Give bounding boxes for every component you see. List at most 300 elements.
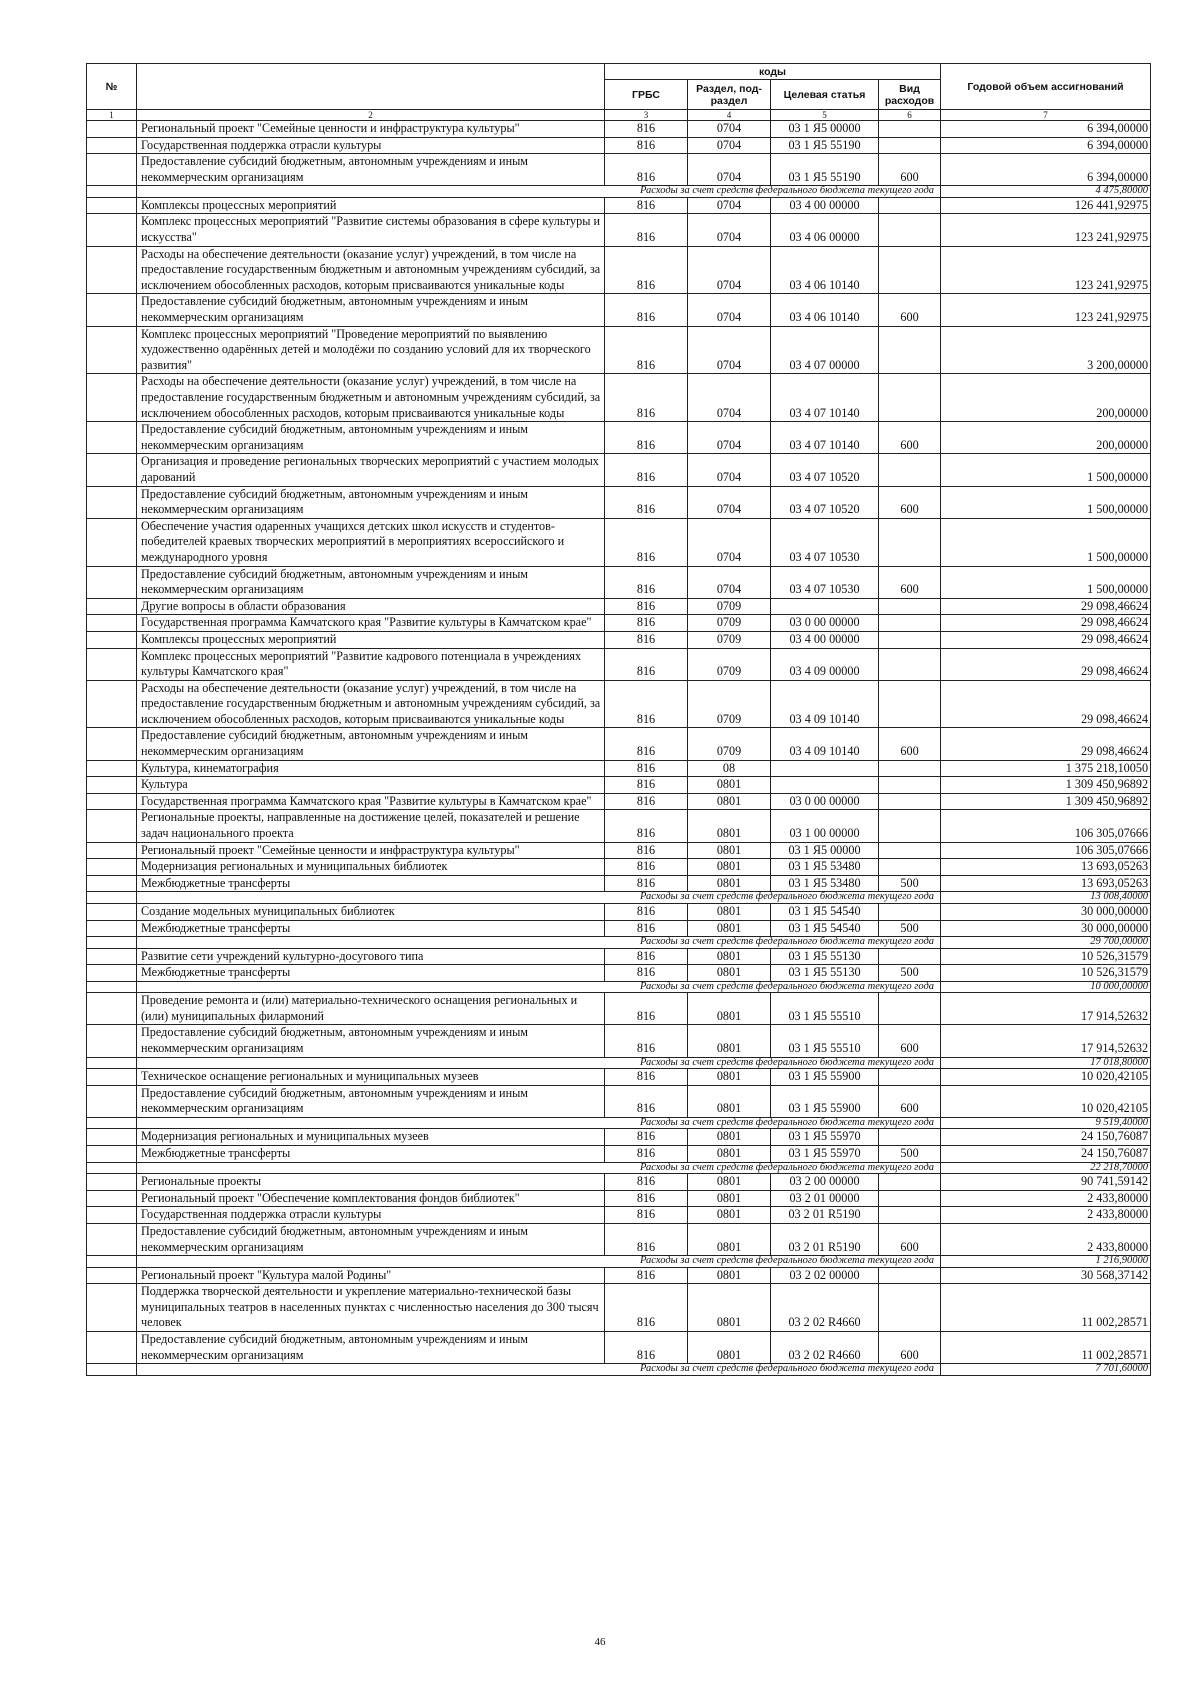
federal-note-row: [87, 1364, 1151, 1376]
federal-note-sum: 10 000,00000: [941, 981, 1151, 993]
cell-section: 0704: [688, 154, 771, 186]
cell-kind: [879, 1284, 941, 1332]
cell-section: 0704: [688, 326, 771, 374]
cell-target: 03 0 00 00000: [771, 793, 879, 810]
cell-sum: 30 000,00000: [941, 920, 1151, 937]
header-name: [137, 64, 605, 110]
cell-kind: [879, 993, 941, 1025]
cell-sum: 29 098,46624: [941, 631, 1151, 648]
cell-name: Региональный проект "Культура малой Родины": [137, 1267, 605, 1284]
federal-note-label: Расходы за счет средств федерального бюджета текущего года: [137, 1057, 941, 1069]
federal-note-label: Расходы за счет средств федерального бюджета текущего года: [137, 186, 941, 198]
cell-num: [87, 154, 137, 186]
cell-name: Другие вопросы в области образования: [137, 598, 605, 615]
cell-kind: [879, 648, 941, 680]
cell-name: Комплекс процессных мероприятий "Развитие системы образования в сфере культуры и искусства": [137, 214, 605, 246]
federal-note-sum: 13 008,40000: [941, 892, 1151, 904]
cell-section: 0801: [688, 965, 771, 982]
cell-num: [87, 486, 137, 518]
cell-target: 03 4 07 10520: [771, 454, 879, 486]
cell-name: Культура: [137, 777, 605, 794]
cell-target: 03 1 Я5 00000: [771, 842, 879, 859]
cell-num: [87, 246, 137, 294]
cell-name: Предоставление субсидий бюджетным, автономным учреждениям и иным некоммерческим организациям: [137, 154, 605, 186]
cell-sum: 13 693,05263: [941, 859, 1151, 876]
cell-grbs: 816: [605, 680, 688, 728]
cell-section: 0709: [688, 598, 771, 615]
cell-name: Модернизация региональных и муниципальных библиотек: [137, 859, 605, 876]
cell-sum: 2 433,80000: [941, 1223, 1151, 1255]
cell-target: 03 1 00 00000: [771, 810, 879, 842]
table-row: [87, 1267, 1151, 1284]
cell-grbs: 816: [605, 214, 688, 246]
cell-name: Проведение ремонта и (или) материально-технического оснащения региональных и (или) муниципальных филармоний: [137, 993, 605, 1025]
cell-grbs: 816: [605, 948, 688, 965]
table-row: [87, 374, 1151, 422]
cell-sum: 3 200,00000: [941, 326, 1151, 374]
cell-section: 0801: [688, 842, 771, 859]
table-row: [87, 875, 1151, 892]
federal-note-row: [87, 892, 1151, 904]
cell-section: 0704: [688, 121, 771, 138]
cell-section: 0704: [688, 454, 771, 486]
cell-target: 03 4 09 00000: [771, 648, 879, 680]
cell-num: [87, 214, 137, 246]
cell-grbs: 816: [605, 518, 688, 566]
cell-sum: 200,00000: [941, 374, 1151, 422]
cell-section: 0801: [688, 1085, 771, 1117]
cell-kind: 500: [879, 965, 941, 982]
cell-grbs: 816: [605, 598, 688, 615]
table-row: [87, 1190, 1151, 1207]
cell-target: 03 4 00 00000: [771, 631, 879, 648]
cell-target: 03 4 07 10530: [771, 518, 879, 566]
cell-section: 0801: [688, 859, 771, 876]
table-row: [87, 154, 1151, 186]
table-row: [87, 760, 1151, 777]
cell-num: [87, 422, 137, 454]
cell-section: 0801: [688, 1174, 771, 1191]
column-index: 2: [137, 110, 605, 121]
cell-kind: [879, 859, 941, 876]
cell-sum: 2 433,80000: [941, 1190, 1151, 1207]
cell-num: [87, 186, 137, 198]
table-row: [87, 993, 1151, 1025]
table-row: [87, 1207, 1151, 1224]
federal-note-row: [87, 1256, 1151, 1268]
cell-sum: 1 500,00000: [941, 454, 1151, 486]
cell-target: 03 1 Я5 54540: [771, 903, 879, 920]
cell-num: [87, 993, 137, 1025]
cell-grbs: 816: [605, 631, 688, 648]
table-row: [87, 680, 1151, 728]
cell-section: 0709: [688, 648, 771, 680]
cell-name: Предоставление субсидий бюджетным, автономным учреждениям и иным некоммерческим организациям: [137, 422, 605, 454]
cell-target: 03 4 09 10140: [771, 680, 879, 728]
cell-kind: 600: [879, 1223, 941, 1255]
cell-kind: [879, 374, 941, 422]
cell-grbs: 816: [605, 246, 688, 294]
cell-sum: 11 002,28571: [941, 1331, 1151, 1363]
cell-target: 03 1 Я5 55900: [771, 1085, 879, 1117]
cell-grbs: 816: [605, 1223, 688, 1255]
cell-section: 0704: [688, 518, 771, 566]
cell-kind: [879, 518, 941, 566]
table-body: [87, 121, 1151, 1376]
cell-section: 0801: [688, 1207, 771, 1224]
federal-note-sum: 4 475,80000: [941, 186, 1151, 198]
cell-num: [87, 859, 137, 876]
cell-section: 0801: [688, 1284, 771, 1332]
cell-target: 03 1 Я5 55510: [771, 993, 879, 1025]
cell-section: 0801: [688, 993, 771, 1025]
cell-section: 0709: [688, 680, 771, 728]
cell-grbs: 816: [605, 965, 688, 982]
cell-kind: [879, 1129, 941, 1146]
table-row: [87, 728, 1151, 760]
federal-note-sum: 1 216,90000: [941, 1256, 1151, 1268]
table-row: [87, 1085, 1151, 1117]
cell-num: [87, 981, 137, 993]
cell-kind: 600: [879, 1331, 941, 1363]
cell-grbs: 816: [605, 454, 688, 486]
federal-note-label: Расходы за счет средств федерального бюджета текущего года: [137, 1162, 941, 1174]
cell-target: 03 4 07 10140: [771, 422, 879, 454]
header-grbs: ГРБС: [605, 80, 688, 110]
cell-name: Предоставление субсидий бюджетным, автономным учреждениям и иным некоммерческим организациям: [137, 486, 605, 518]
cell-num: [87, 326, 137, 374]
cell-name: Региональные проекты, направленные на достижение целей, показателей и решение задач национального проекта: [137, 810, 605, 842]
cell-grbs: 816: [605, 197, 688, 214]
federal-note-row: [87, 981, 1151, 993]
cell-sum: 11 002,28571: [941, 1284, 1151, 1332]
cell-kind: [879, 1267, 941, 1284]
cell-num: [87, 294, 137, 326]
cell-kind: [879, 598, 941, 615]
cell-section: 0801: [688, 1331, 771, 1363]
cell-target: 03 1 Я5 54540: [771, 920, 879, 937]
cell-section: 0709: [688, 631, 771, 648]
cell-num: [87, 1069, 137, 1086]
table-row: [87, 1025, 1151, 1057]
cell-grbs: 816: [605, 875, 688, 892]
cell-sum: 106 305,07666: [941, 810, 1151, 842]
column-index: 5: [771, 110, 879, 121]
cell-num: [87, 920, 137, 937]
cell-num: [87, 842, 137, 859]
cell-name: Предоставление субсидий бюджетным, автономным учреждениям и иным некоммерческим организациям: [137, 1331, 605, 1363]
cell-grbs: 816: [605, 1025, 688, 1057]
cell-num: [87, 137, 137, 154]
cell-sum: 17 914,52632: [941, 1025, 1151, 1057]
cell-name: Предоставление субсидий бюджетным, автономным учреждениям и иным некоммерческим организациям: [137, 728, 605, 760]
cell-num: [87, 518, 137, 566]
cell-num: [87, 454, 137, 486]
table-row: [87, 422, 1151, 454]
cell-num: [87, 875, 137, 892]
cell-grbs: 816: [605, 1331, 688, 1363]
cell-sum: 1 375 218,10050: [941, 760, 1151, 777]
cell-section: 0801: [688, 1146, 771, 1163]
table-row: [87, 920, 1151, 937]
cell-section: 0704: [688, 294, 771, 326]
table-row: [87, 648, 1151, 680]
cell-kind: 500: [879, 875, 941, 892]
cell-name: Культура, кинематография: [137, 760, 605, 777]
header-num: №: [87, 64, 137, 110]
cell-num: [87, 793, 137, 810]
header-kind: Вид расходов: [879, 80, 941, 110]
cell-sum: 1 500,00000: [941, 518, 1151, 566]
cell-name: Предоставление субсидий бюджетным, автономным учреждениям и иным некоммерческим организациям: [137, 1025, 605, 1057]
cell-num: [87, 965, 137, 982]
cell-name: Межбюджетные трансферты: [137, 1146, 605, 1163]
cell-kind: [879, 842, 941, 859]
cell-target: 03 2 02 R4660: [771, 1284, 879, 1332]
cell-grbs: 816: [605, 1069, 688, 1086]
cell-kind: 600: [879, 1085, 941, 1117]
cell-sum: 6 394,00000: [941, 154, 1151, 186]
cell-name: Предоставление субсидий бюджетным, автономным учреждениям и иным некоммерческим организациям: [137, 1085, 605, 1117]
cell-num: [87, 1256, 137, 1268]
cell-name: Поддержка творческой деятельности и укрепление материально-технической базы муниципальных театров в населенных пунктах с численностью населения до 300 тысяч человек: [137, 1284, 605, 1332]
cell-num: [87, 1129, 137, 1146]
cell-kind: [879, 246, 941, 294]
cell-target: 03 4 06 10140: [771, 246, 879, 294]
table-row: [87, 793, 1151, 810]
cell-kind: [879, 1174, 941, 1191]
cell-name: Государственная программа Камчатского края "Развитие культуры в Камчатском крае": [137, 793, 605, 810]
cell-section: 0801: [688, 948, 771, 965]
cell-grbs: 816: [605, 1190, 688, 1207]
cell-section: 0801: [688, 810, 771, 842]
table-row: [87, 842, 1151, 859]
federal-note-row: [87, 186, 1151, 198]
cell-grbs: 816: [605, 294, 688, 326]
cell-num: [87, 1025, 137, 1057]
federal-note-sum: 29 700,00000: [941, 937, 1151, 949]
cell-kind: [879, 1069, 941, 1086]
cell-num: [87, 1057, 137, 1069]
cell-name: Расходы на обеспечение деятельности (оказание услуг) учреждений, в том числе на предоставление государственным бюджетным и автономным учреждениям субсидий, за исключением обособленных расходов, которым присваиваются уникальные коды: [137, 680, 605, 728]
cell-grbs: 816: [605, 1284, 688, 1332]
cell-kind: [879, 810, 941, 842]
cell-grbs: 816: [605, 566, 688, 598]
cell-kind: [879, 777, 941, 794]
cell-grbs: 816: [605, 422, 688, 454]
cell-target: 03 4 07 10530: [771, 566, 879, 598]
cell-num: [87, 1162, 137, 1174]
cell-name: Организация и проведение региональных творческих мероприятий с участием молодых дарований: [137, 454, 605, 486]
cell-sum: 6 394,00000: [941, 137, 1151, 154]
federal-note-row: [87, 1162, 1151, 1174]
cell-name: Региональный проект "Семейные ценности и инфраструктура культуры": [137, 842, 605, 859]
cell-grbs: 816: [605, 615, 688, 632]
cell-name: Межбюджетные трансферты: [137, 875, 605, 892]
cell-target: 03 2 02 R4660: [771, 1331, 879, 1363]
cell-target: 03 4 07 10520: [771, 486, 879, 518]
cell-section: 0801: [688, 1129, 771, 1146]
cell-kind: [879, 137, 941, 154]
header-section: Раздел, под-раздел: [688, 80, 771, 110]
cell-grbs: 816: [605, 648, 688, 680]
cell-grbs: 816: [605, 993, 688, 1025]
cell-target: 03 4 06 00000: [771, 214, 879, 246]
cell-sum: 106 305,07666: [941, 842, 1151, 859]
cell-num: [87, 197, 137, 214]
cell-section: 0801: [688, 793, 771, 810]
page-number: 46: [594, 1636, 606, 1648]
cell-sum: 1 500,00000: [941, 486, 1151, 518]
cell-sum: 10 020,42105: [941, 1085, 1151, 1117]
cell-sum: 30 568,37142: [941, 1267, 1151, 1284]
cell-grbs: 816: [605, 137, 688, 154]
cell-kind: [879, 121, 941, 138]
cell-num: [87, 566, 137, 598]
cell-num: [87, 903, 137, 920]
cell-sum: 1 309 450,96892: [941, 793, 1151, 810]
cell-section: 0801: [688, 920, 771, 937]
cell-num: [87, 810, 137, 842]
cell-kind: [879, 680, 941, 728]
table-row: [87, 566, 1151, 598]
cell-sum: 6 394,00000: [941, 121, 1151, 138]
cell-sum: 30 000,00000: [941, 903, 1151, 920]
table-row: [87, 598, 1151, 615]
cell-target: 03 1 Я5 55510: [771, 1025, 879, 1057]
table-row: [87, 1129, 1151, 1146]
cell-target: [771, 598, 879, 615]
table-row: [87, 1146, 1151, 1163]
cell-section: 0801: [688, 1223, 771, 1255]
cell-target: 03 2 01 00000: [771, 1190, 879, 1207]
cell-name: Обеспечение участия одаренных учащихся детских школ искусств и студентов-победителей краевых творческих мероприятий в мероприятиях всероссийского и международного уровня: [137, 518, 605, 566]
cell-section: 0704: [688, 137, 771, 154]
table-row: [87, 214, 1151, 246]
table-row: [87, 615, 1151, 632]
cell-name: Комплексы процессных мероприятий: [137, 631, 605, 648]
cell-target: 03 1 Я5 55130: [771, 948, 879, 965]
cell-grbs: 816: [605, 920, 688, 937]
cell-kind: [879, 214, 941, 246]
cell-sum: 24 150,76087: [941, 1129, 1151, 1146]
cell-grbs: 816: [605, 903, 688, 920]
cell-grbs: 816: [605, 486, 688, 518]
cell-kind: [879, 948, 941, 965]
federal-note-sum: 17 018,80000: [941, 1057, 1151, 1069]
cell-grbs: 816: [605, 793, 688, 810]
cell-section: 0704: [688, 197, 771, 214]
cell-kind: [879, 454, 941, 486]
cell-kind: [879, 903, 941, 920]
cell-name: Государственная поддержка отрасли культуры: [137, 1207, 605, 1224]
cell-target: 03 2 00 00000: [771, 1174, 879, 1191]
cell-section: 0709: [688, 615, 771, 632]
table-row: [87, 903, 1151, 920]
cell-name: Региональный проект "Семейные ценности и инфраструктура культуры": [137, 121, 605, 138]
table-row: [87, 1331, 1151, 1363]
cell-kind: 600: [879, 1025, 941, 1057]
table-row: [87, 1069, 1151, 1086]
cell-kind: [879, 615, 941, 632]
cell-num: [87, 1223, 137, 1255]
federal-note-row: [87, 937, 1151, 949]
federal-note-sum: 22 218,70000: [941, 1162, 1151, 1174]
cell-name: Расходы на обеспечение деятельности (оказание услуг) учреждений, в том числе на предоставление государственным бюджетным и автономным учреждениям субсидий, за исключением обособленных расходов, которым присваиваются уникальные коды: [137, 374, 605, 422]
cell-num: [87, 1085, 137, 1117]
cell-name: Государственная программа Камчатского края "Развитие культуры в Камчатском крае": [137, 615, 605, 632]
cell-sum: 1 500,00000: [941, 566, 1151, 598]
table-row: [87, 246, 1151, 294]
cell-kind: 600: [879, 154, 941, 186]
cell-grbs: 816: [605, 1085, 688, 1117]
federal-note-label: Расходы за счет средств федерального бюджета текущего года: [137, 1256, 941, 1268]
table-row: [87, 486, 1151, 518]
table-row: [87, 965, 1151, 982]
header-target: Целевая статья: [771, 80, 879, 110]
cell-kind: 500: [879, 920, 941, 937]
federal-note-row: [87, 1117, 1151, 1129]
column-index: 6: [879, 110, 941, 121]
column-index: 7: [941, 110, 1151, 121]
cell-kind: 600: [879, 486, 941, 518]
cell-target: 03 2 01 R5190: [771, 1223, 879, 1255]
cell-num: [87, 892, 137, 904]
cell-sum: 1 309 450,96892: [941, 777, 1151, 794]
cell-name: Создание модельных муниципальных библиотек: [137, 903, 605, 920]
federal-note-sum: 7 701,60000: [941, 1364, 1151, 1376]
cell-kind: [879, 326, 941, 374]
cell-grbs: 816: [605, 842, 688, 859]
table-row: [87, 518, 1151, 566]
cell-target: 03 1 Я5 55970: [771, 1129, 879, 1146]
cell-num: [87, 948, 137, 965]
cell-kind: [879, 1190, 941, 1207]
cell-num: [87, 777, 137, 794]
cell-kind: 600: [879, 566, 941, 598]
column-index-row: [87, 110, 1151, 121]
cell-num: [87, 615, 137, 632]
cell-target: 03 1 Я5 55130: [771, 965, 879, 982]
cell-sum: 10 020,42105: [941, 1069, 1151, 1086]
table-row: [87, 1284, 1151, 1332]
cell-section: 08: [688, 760, 771, 777]
cell-grbs: 816: [605, 1267, 688, 1284]
cell-target: [771, 760, 879, 777]
cell-num: [87, 598, 137, 615]
cell-kind: [879, 197, 941, 214]
cell-kind: [879, 760, 941, 777]
cell-target: 03 1 Я5 55190: [771, 137, 879, 154]
cell-sum: 123 241,92975: [941, 246, 1151, 294]
cell-section: 0801: [688, 903, 771, 920]
cell-section: 0704: [688, 246, 771, 294]
cell-name: Государственная поддержка отрасли культуры: [137, 137, 605, 154]
federal-note-row: [87, 1057, 1151, 1069]
cell-grbs: 816: [605, 777, 688, 794]
cell-target: 03 1 Я5 55190: [771, 154, 879, 186]
cell-name: Техническое оснащение региональных и муниципальных музеев: [137, 1069, 605, 1086]
cell-grbs: 816: [605, 859, 688, 876]
header-volume: Годовой объем ассигнований: [941, 64, 1151, 110]
cell-section: 0801: [688, 1069, 771, 1086]
cell-sum: 29 098,46624: [941, 598, 1151, 615]
cell-sum: 200,00000: [941, 422, 1151, 454]
cell-target: [771, 777, 879, 794]
cell-num: [87, 1207, 137, 1224]
cell-sum: 29 098,46624: [941, 648, 1151, 680]
cell-num: [87, 1146, 137, 1163]
